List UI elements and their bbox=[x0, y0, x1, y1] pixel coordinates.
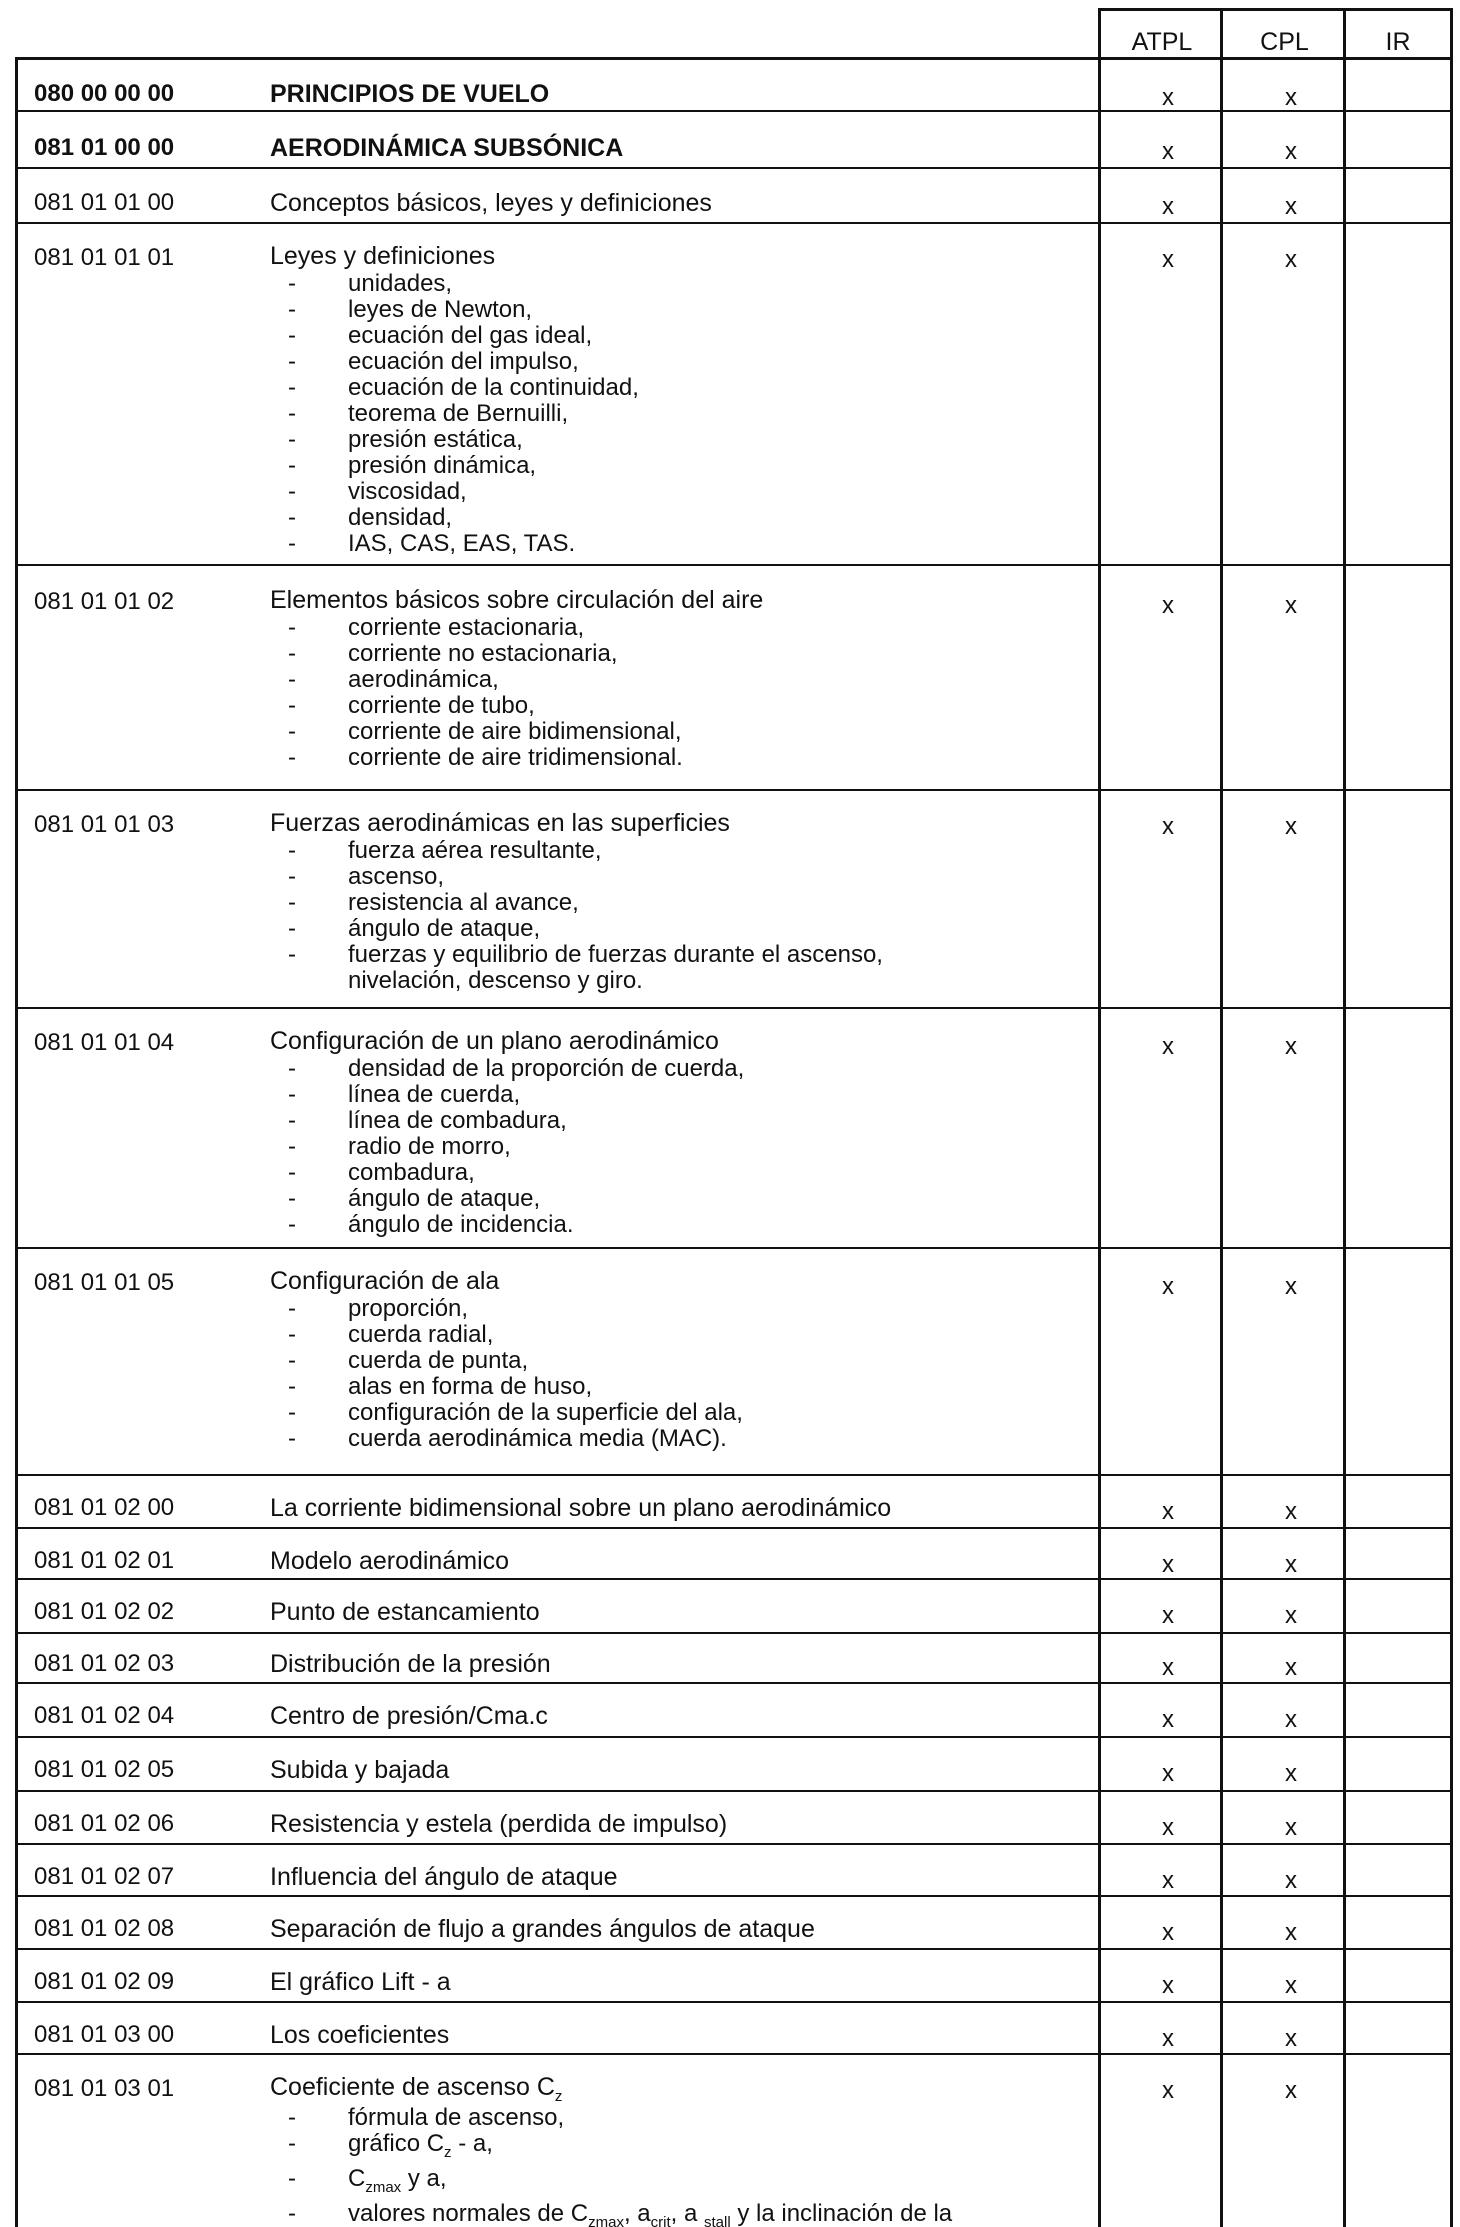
atpl-mark: x bbox=[1162, 1706, 1174, 1733]
row-title: Configuración de ala bbox=[270, 1267, 500, 1295]
row-title: Configuración de un plano aerodinámico bbox=[270, 1027, 719, 1055]
list-item-text: ángulo de ataque, bbox=[348, 1185, 541, 1212]
cpl-mark: x bbox=[1285, 84, 1297, 111]
list-item-text: viscosidad, bbox=[348, 478, 467, 505]
cpl-mark: x bbox=[1285, 1498, 1297, 1525]
subscript: z bbox=[444, 2143, 452, 2161]
row-code: 081 01 02 09 bbox=[34, 1968, 175, 1995]
list-item-text: densidad, bbox=[348, 504, 453, 531]
table-row bbox=[18, 1948, 1450, 2001]
atpl-mark: x bbox=[1162, 1033, 1174, 1060]
cpl-mark: x bbox=[1285, 1654, 1297, 1681]
subscript: zmax bbox=[588, 2213, 624, 2227]
row-code: 081 01 01 00 bbox=[34, 189, 175, 216]
list-item: - ecuación del impulso, bbox=[288, 348, 579, 375]
list-item-text: proporción, bbox=[348, 1295, 469, 1322]
list-item-text: cuerda de punta, bbox=[348, 1347, 529, 1374]
list-item: - proporción, bbox=[288, 1295, 469, 1322]
row-description bbox=[270, 242, 1100, 557]
row-title: El gráfico Lift - a bbox=[270, 1968, 451, 1996]
syllabus-table bbox=[15, 57, 1453, 2227]
list-item-text: - a, bbox=[451, 2130, 493, 2157]
list-item-text: línea de cuerda, bbox=[348, 1081, 521, 1108]
list-item-text: corriente no estacionaria, bbox=[348, 640, 618, 667]
row-title: Punto de estancamiento bbox=[270, 1598, 540, 1626]
row-title: Leyes y definiciones bbox=[270, 242, 496, 270]
row-title: Distribución de la presión bbox=[270, 1650, 551, 1678]
row-title: Subida y bajada bbox=[270, 1756, 450, 1784]
list-item: - radio de morro, bbox=[288, 1133, 511, 1160]
list-item: - alas en forma de huso, bbox=[288, 1373, 593, 1400]
list-item: - aerodinámica, bbox=[288, 666, 499, 693]
list-item-text: gráfico C bbox=[348, 2130, 445, 2157]
row-code: 081 01 02 03 bbox=[34, 1650, 175, 1677]
list-item-text: unidades, bbox=[348, 270, 453, 297]
list-item: - corriente de aire bidimensional, bbox=[288, 718, 682, 745]
list-item-text: leyes de Newton, bbox=[348, 296, 533, 323]
list-item-text: combadura, bbox=[348, 1159, 475, 1186]
list-item-text: fórmula de ascenso, bbox=[348, 2104, 565, 2131]
row-description bbox=[270, 1267, 1100, 1452]
list-item-text: cuerda aerodinámica media (MAC). bbox=[348, 1425, 727, 1452]
list-item-text: nivelación, descenso y giro. bbox=[348, 967, 643, 994]
row-title: La corriente bidimensional sobre un plano aerodinámico bbox=[270, 1494, 892, 1522]
cpl-mark: x bbox=[1285, 1972, 1297, 1999]
cpl-mark: x bbox=[1285, 592, 1297, 619]
list-item: - fórmula de ascenso, bbox=[288, 2104, 565, 2131]
list-item: - IAS, CAS, EAS, TAS. bbox=[288, 530, 576, 557]
cpl-mark: x bbox=[1285, 193, 1297, 220]
row-code: 081 01 01 04 bbox=[34, 1029, 175, 1056]
list-item-text: densidad de la proporción de cuerda, bbox=[348, 1055, 745, 1082]
list-item-text: fuerza aérea resultante, bbox=[348, 837, 602, 864]
row-code: 081 01 01 05 bbox=[34, 1269, 175, 1296]
row-code: 080 00 00 00 bbox=[34, 80, 175, 107]
row-title: Los coeficientes bbox=[270, 2021, 450, 2049]
list-item: - resistencia al avance, bbox=[288, 889, 579, 916]
subscript: z bbox=[554, 2088, 563, 2105]
row-code: 081 01 02 04 bbox=[34, 1702, 175, 1729]
list-item-text: teorema de Bernuilli, bbox=[348, 400, 569, 427]
cpl-mark: x bbox=[1285, 1033, 1297, 1060]
column-header-atpl bbox=[1098, 8, 1223, 58]
bullet-list bbox=[270, 615, 1100, 771]
table-row bbox=[18, 1578, 1450, 1632]
row-code: 081 01 03 00 bbox=[34, 2021, 175, 2048]
list-item: - configuración de la superficie del ala, bbox=[288, 1399, 743, 1426]
list-item-text: cuerda radial, bbox=[348, 1321, 494, 1348]
table-row bbox=[18, 789, 1450, 1007]
table-row bbox=[18, 1790, 1450, 1843]
table-row bbox=[18, 57, 1450, 110]
bullet-list bbox=[270, 271, 1100, 557]
table-row bbox=[18, 110, 1450, 167]
list-item-text: corriente de aire tridimensional. bbox=[348, 744, 683, 771]
table-row bbox=[18, 1682, 1450, 1736]
row-description bbox=[270, 586, 1100, 771]
cpl-mark: x bbox=[1285, 1919, 1297, 1946]
row-title: AERODINÁMICA SUBSÓNICA bbox=[270, 134, 624, 162]
list-item: - cuerda aerodinámica media (MAC). bbox=[288, 1425, 727, 1452]
column-header-cpl bbox=[1220, 8, 1346, 58]
atpl-mark: x bbox=[1162, 246, 1174, 273]
list-item-text: corriente estacionaria, bbox=[348, 614, 585, 641]
list-item-text: y a, bbox=[401, 2164, 447, 2192]
list-item: - fuerzas y equilibrio de fuerzas durante el ascenso, bbox=[288, 941, 883, 968]
list-item: - cuerda de punta, bbox=[288, 1347, 529, 1374]
row-title: Influencia del ángulo de ataque bbox=[270, 1863, 618, 1891]
atpl-mark: x bbox=[1162, 1498, 1174, 1525]
list-item: - ángulo de ataque, bbox=[288, 915, 541, 942]
list-item: - línea de cuerda, bbox=[288, 1081, 521, 1108]
atpl-mark: x bbox=[1162, 138, 1174, 165]
row-title: Elementos básicos sobre circulación del aire bbox=[270, 586, 764, 614]
cpl-mark: x bbox=[1285, 1760, 1297, 1787]
row-description bbox=[270, 1027, 1100, 1238]
cpl-mark: x bbox=[1285, 2077, 1297, 2104]
atpl-mark: x bbox=[1162, 1654, 1174, 1681]
list-item-text: línea de combadura, bbox=[348, 1107, 567, 1134]
list-item-text: corriente de aire bidimensional, bbox=[348, 718, 682, 745]
list-item: - corriente de aire tridimensional. bbox=[288, 744, 683, 771]
list-item-text: valores normales de C bbox=[348, 2199, 589, 2227]
list-item-text: ecuación de la continuidad, bbox=[348, 374, 639, 401]
cpl-mark: x bbox=[1285, 138, 1297, 165]
list-item: - gráfico $C_z$ - a, bbox=[288, 2130, 493, 2161]
list-item: - fuerza aérea resultante, bbox=[288, 837, 602, 864]
table-row bbox=[18, 222, 1450, 564]
column-header-ir-label: IR bbox=[1385, 28, 1411, 56]
list-item-text: configuración de la superficie del ala, bbox=[348, 1399, 743, 1426]
list-item-text: alas en forma de huso, bbox=[348, 1373, 593, 1400]
bullet-list bbox=[270, 1296, 1100, 1452]
atpl-mark: x bbox=[1162, 1867, 1174, 1894]
list-item-text: ángulo de incidencia. bbox=[348, 1211, 574, 1238]
list-item: - densidad de la proporción de cuerda, bbox=[288, 1055, 745, 1082]
atpl-mark: x bbox=[1162, 1919, 1174, 1946]
table-row bbox=[18, 1247, 1450, 1474]
atpl-mark: x bbox=[1162, 193, 1174, 220]
list-item: - valores normales de $C_{zmax}$, $a_{crit}$, a $_{stall}$ y la inclinación de la bbox=[270, 2201, 1100, 2227]
row-title: Modelo aerodinámico bbox=[270, 1547, 510, 1575]
atpl-mark: x bbox=[1162, 1273, 1174, 1300]
list-item: - corriente estacionaria, bbox=[288, 614, 585, 641]
cpl-mark: x bbox=[1285, 1867, 1297, 1894]
row-code: 081 01 02 05 bbox=[34, 1756, 175, 1783]
row-title-text: Coeficiente de ascenso C bbox=[270, 2073, 555, 2101]
list-item-text: , a bbox=[623, 2199, 651, 2227]
row-code: 081 01 03 01 bbox=[34, 2075, 175, 2102]
row-description bbox=[270, 809, 1100, 994]
list-item-text: , a bbox=[670, 2199, 704, 2227]
list-item-text: ecuación del impulso, bbox=[348, 348, 579, 375]
atpl-mark: x bbox=[1162, 1972, 1174, 1999]
subscript: stall bbox=[704, 2213, 731, 2227]
list-item: - $C_{zmax}$ y a, bbox=[288, 2164, 447, 2196]
list-item-text: y la inclinación de la bbox=[730, 2199, 953, 2227]
bullet-list bbox=[270, 1056, 1100, 1238]
row-title: PRINCIPIOS DE VUELO bbox=[270, 80, 550, 108]
list-item-text: ángulo de ataque, bbox=[348, 915, 541, 942]
atpl-mark: x bbox=[1162, 1760, 1174, 1787]
list-item-text: corriente de tubo, bbox=[348, 692, 535, 719]
row-code: 081 01 02 00 bbox=[34, 1494, 175, 1521]
list-item-text: presión estática, bbox=[348, 426, 523, 453]
list-item-text: radio de morro, bbox=[348, 1133, 511, 1160]
table-row bbox=[18, 564, 1450, 789]
table-row bbox=[18, 2001, 1450, 2053]
list-item: - combadura, bbox=[288, 1159, 475, 1186]
column-header-ir bbox=[1343, 8, 1453, 58]
cpl-mark: x bbox=[1285, 1706, 1297, 1733]
list-item-text: ascenso, bbox=[348, 863, 445, 890]
cpl-mark: x bbox=[1285, 1602, 1297, 1629]
row-title: Fuerzas aerodinámicas en las superficies bbox=[270, 809, 730, 837]
list-item: - presión dinámica, bbox=[288, 452, 537, 479]
row-title bbox=[270, 2073, 1100, 2105]
row-description bbox=[270, 2073, 1100, 2227]
table-row bbox=[18, 1895, 1450, 1948]
list-item: - ascenso, bbox=[288, 863, 445, 890]
row-code: 081 01 00 00 bbox=[34, 134, 175, 161]
list-item: - ecuación de la continuidad, bbox=[288, 374, 639, 401]
atpl-mark: x bbox=[1162, 1814, 1174, 1841]
cpl-mark: x bbox=[1285, 246, 1297, 273]
cpl-mark: x bbox=[1285, 2025, 1297, 2052]
row-code: 081 01 01 02 bbox=[34, 588, 175, 615]
table-row bbox=[18, 1527, 1450, 1578]
atpl-mark: x bbox=[1162, 1551, 1174, 1578]
row-code: 081 01 01 03 bbox=[34, 811, 175, 838]
row-code: 081 01 02 07 bbox=[34, 1863, 175, 1890]
atpl-mark: x bbox=[1162, 84, 1174, 111]
list-item-text: resistencia al avance, bbox=[348, 889, 579, 916]
list-item: - corriente no estacionaria, bbox=[288, 640, 618, 667]
bullet-list bbox=[270, 838, 1100, 994]
row-title: Conceptos básicos, leyes y definiciones bbox=[270, 189, 712, 217]
list-item-text: C bbox=[348, 2164, 366, 2192]
table-row bbox=[18, 2053, 1450, 2227]
row-title: Centro de presión/Cma.c bbox=[270, 1702, 548, 1730]
atpl-mark: x bbox=[1162, 813, 1174, 840]
cpl-mark: x bbox=[1285, 1814, 1297, 1841]
list-item: - ecuación del gas ideal, bbox=[288, 322, 593, 349]
list-item: - línea de combadura, bbox=[288, 1107, 567, 1134]
row-title: Resistencia y estela (perdida de impulso) bbox=[270, 1810, 728, 1838]
table-row bbox=[18, 1474, 1450, 1527]
list-item: - corriente de tubo, bbox=[288, 692, 535, 719]
list-item: - presión estática, bbox=[288, 426, 523, 453]
table-row bbox=[18, 1007, 1450, 1247]
row-code: 081 01 02 01 bbox=[34, 1547, 175, 1574]
table-row bbox=[18, 167, 1450, 222]
row-title: Separación de flujo a grandes ángulos de ataque bbox=[270, 1915, 815, 1943]
list-item: - ángulo de ataque, bbox=[288, 1185, 541, 1212]
row-code: 081 01 02 08 bbox=[34, 1915, 175, 1942]
row-code: 081 01 01 01 bbox=[34, 244, 175, 271]
table-row bbox=[18, 1632, 1450, 1682]
table-row bbox=[18, 1843, 1450, 1895]
atpl-mark: x bbox=[1162, 592, 1174, 619]
list-item-text: presión dinámica, bbox=[348, 452, 537, 479]
atpl-mark: x bbox=[1162, 2077, 1174, 2104]
cpl-mark: x bbox=[1285, 813, 1297, 840]
cpl-mark: x bbox=[1285, 1273, 1297, 1300]
list-item-text: fuerzas y equilibrio de fuerzas durante el ascenso, bbox=[348, 941, 883, 968]
cpl-mark: x bbox=[1285, 1551, 1297, 1578]
list-item-continuation bbox=[270, 968, 1100, 994]
list-item: - ángulo de incidencia. bbox=[288, 1211, 574, 1238]
column-header-cpl-label: CPL bbox=[1260, 28, 1309, 56]
list-item: - cuerda radial, bbox=[288, 1321, 494, 1348]
list-item-text: aerodinámica, bbox=[348, 666, 499, 693]
row-code: 081 01 02 02 bbox=[34, 1598, 175, 1625]
subscript: crit bbox=[650, 2213, 671, 2227]
row-code: 081 01 02 06 bbox=[34, 1810, 175, 1837]
atpl-mark: x bbox=[1162, 2025, 1174, 2052]
list-item: - viscosidad, bbox=[288, 478, 467, 505]
bullet-list bbox=[270, 2105, 1100, 2227]
list-item: - densidad, bbox=[288, 504, 453, 531]
column-header-atpl-label: ATPL bbox=[1131, 28, 1193, 56]
atpl-mark: x bbox=[1162, 1602, 1174, 1629]
list-item: - unidades, bbox=[288, 270, 453, 297]
list-item: - leyes de Newton, bbox=[288, 296, 533, 323]
table-row bbox=[18, 1736, 1450, 1790]
list-item-text: ecuación del gas ideal, bbox=[348, 322, 593, 349]
subscript: zmax bbox=[365, 2178, 402, 2196]
list-item: - teorema de Bernuilli, bbox=[288, 400, 569, 427]
list-item-text: IAS, CAS, EAS, TAS. bbox=[348, 530, 576, 557]
